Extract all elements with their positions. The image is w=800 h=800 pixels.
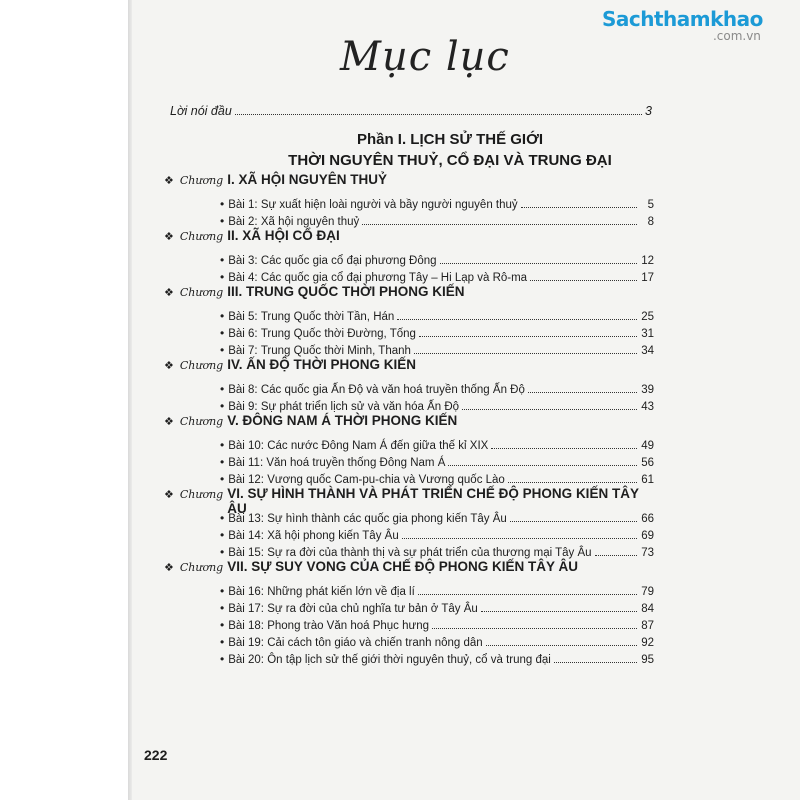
leader-dots xyxy=(235,113,642,115)
bullet-icon: • xyxy=(220,455,225,469)
leader-dots xyxy=(448,464,637,466)
lesson-page: 31 xyxy=(641,328,654,340)
lesson-title: Sự ra đời của chủ nghĩa tư bản ở Tây Âu xyxy=(267,603,478,615)
leader-dots xyxy=(521,206,637,208)
lesson-entry[interactable] xyxy=(220,379,654,396)
bullet-icon: • xyxy=(220,343,225,357)
lesson-title: Những phát kiến lớn về địa lí xyxy=(267,586,415,598)
lesson-label: Bài 15: xyxy=(228,547,265,559)
chapter-word: Chương xyxy=(179,230,224,243)
lesson-entry[interactable] xyxy=(220,649,654,666)
lesson-label: Bài 8: xyxy=(228,384,258,396)
chapter-heading[interactable] xyxy=(164,413,654,435)
lesson-entry[interactable] xyxy=(220,525,654,542)
preface-label: Lời nói đầu xyxy=(170,104,232,118)
watermark-logo xyxy=(602,8,763,42)
leader-dots xyxy=(397,318,637,320)
diamond-bullet-icon: ❖ xyxy=(164,489,174,501)
watermark-main: Sachthamkhao xyxy=(602,7,763,31)
lesson-entry[interactable] xyxy=(220,615,654,632)
bullet-icon: • xyxy=(220,601,225,615)
chapter-word: Chương xyxy=(179,174,224,187)
leader-dots xyxy=(508,481,637,483)
diamond-bullet-icon: ❖ xyxy=(164,360,174,372)
lesson-label: Bài 14: xyxy=(228,530,265,542)
bullet-icon: • xyxy=(220,618,225,632)
watermark-sub: .com.vn xyxy=(712,29,761,43)
lesson-entry[interactable] xyxy=(220,581,654,598)
lesson-label: Bài 13: xyxy=(228,513,265,525)
lesson-label: Bài 2: xyxy=(228,216,258,228)
chapter-title: I. XÃ HỘI NGUYÊN THUỶ xyxy=(227,172,387,187)
chapter-heading[interactable] xyxy=(164,357,654,379)
toc-heading: Mục lục xyxy=(340,34,510,80)
lesson-label: Bài 9: xyxy=(228,401,258,413)
chapter-title: IV. ẤN ĐỘ THỜI PHONG KIẾN xyxy=(227,357,417,372)
bullet-icon: • xyxy=(220,438,225,452)
lesson-page: 73 xyxy=(641,547,654,559)
lesson-label: Bài 17: xyxy=(228,603,265,615)
part-title: Phần I. LỊCH SỬ THẾ GIỚI xyxy=(356,131,544,148)
bullet-icon: • xyxy=(220,652,225,666)
lesson-title: Các quốc gia cổ đại phương Tây – Hi Lạp và Rô-ma xyxy=(260,272,528,284)
lesson-title: Trung Quốc thời Tần, Hán xyxy=(260,311,395,323)
leader-dots xyxy=(440,262,637,264)
lesson-entry[interactable] xyxy=(220,435,654,452)
lesson-label: Bài 20: xyxy=(228,654,265,666)
preface-entry[interactable] xyxy=(170,104,652,118)
chapter-heading[interactable] xyxy=(164,486,654,516)
diamond-bullet-icon: ❖ xyxy=(164,175,174,187)
lesson-title: Các nước Đông Nam Á đến giữa thế kỉ XIX xyxy=(267,440,489,452)
lesson-page: 43 xyxy=(641,401,654,413)
leader-dots xyxy=(510,520,637,522)
lesson-label: Bài 5: xyxy=(228,311,258,323)
leader-dots xyxy=(528,391,637,393)
lesson-entry[interactable] xyxy=(220,323,654,340)
lesson-title: Trung Quốc thời Minh, Thanh xyxy=(260,345,411,357)
chapter-heading[interactable] xyxy=(164,228,654,250)
lesson-entry[interactable] xyxy=(220,542,654,559)
lesson-label: Bài 3: xyxy=(228,255,258,267)
bullet-icon: • xyxy=(220,309,225,323)
chapter-heading[interactable] xyxy=(164,172,654,194)
lesson-title: Các quốc gia cổ đại phương Đông xyxy=(260,255,437,267)
leader-dots xyxy=(419,335,637,337)
leader-dots xyxy=(481,610,637,612)
lesson-entry[interactable] xyxy=(220,267,654,284)
diamond-bullet-icon: ❖ xyxy=(164,562,174,574)
lesson-entry[interactable] xyxy=(220,452,654,469)
bullet-icon: • xyxy=(220,472,225,486)
lesson-entry[interactable] xyxy=(220,396,654,413)
bullet-icon: • xyxy=(220,584,225,598)
lesson-page: 56 xyxy=(641,457,654,469)
lesson-entry[interactable] xyxy=(220,469,654,486)
chapter-title: V. ĐÔNG NAM Á THỜI PHONG KIẾN xyxy=(227,413,458,428)
lesson-title: Sự xuất hiện loài người và bầy người nguyên thuỷ xyxy=(260,199,518,211)
lesson-page: 34 xyxy=(641,345,654,357)
bullet-icon: • xyxy=(220,270,225,284)
lesson-label: Bài 18: xyxy=(228,620,265,632)
lesson-label: Bài 11: xyxy=(228,457,264,469)
diamond-bullet-icon: ❖ xyxy=(164,287,174,299)
lesson-page: 5 xyxy=(647,199,654,211)
bullet-icon: • xyxy=(220,545,225,559)
leader-dots xyxy=(418,593,637,595)
lesson-page: 49 xyxy=(641,440,654,452)
lesson-page: 92 xyxy=(641,637,654,649)
lesson-title: Xã hội phong kiến Tây Âu xyxy=(267,530,399,542)
lesson-title: Trung Quốc thời Đường, Tống xyxy=(260,328,416,340)
leader-dots xyxy=(491,447,637,449)
lesson-entry[interactable] xyxy=(220,306,654,323)
lesson-label: Bài 19: xyxy=(228,637,265,649)
lesson-title: Vương quốc Cam-pu-chia và Vương quốc Lào xyxy=(267,474,505,486)
leader-dots xyxy=(402,537,637,539)
chapter-heading[interactable] xyxy=(164,559,654,581)
bullet-icon: • xyxy=(220,528,225,542)
chapter-title: VII. SỰ SUY VONG CỦA CHẾ ĐỘ PHONG KIẾN TÂY ÂU xyxy=(227,559,578,574)
chapter-title: III. TRUNG QUỐC THỜI PHONG KIẾN xyxy=(227,284,465,299)
lesson-entry[interactable] xyxy=(220,598,654,615)
bullet-icon: • xyxy=(220,511,225,525)
table-of-contents xyxy=(164,172,654,666)
bullet-icon: • xyxy=(220,382,225,396)
lesson-label: Bài 10: xyxy=(228,440,265,452)
lesson-label: Bài 4: xyxy=(228,272,258,284)
lesson-title: Văn hoá truyền thống Đông Nam Á xyxy=(266,457,446,469)
lesson-entry[interactable] xyxy=(220,211,654,228)
leader-dots xyxy=(414,352,637,354)
leader-dots xyxy=(432,627,637,629)
lesson-page: 84 xyxy=(641,603,654,615)
lesson-page: 17 xyxy=(641,272,654,284)
lesson-title: Sự phát triển lịch sử và văn hóa Ấn Độ xyxy=(260,401,460,413)
lesson-page: 61 xyxy=(641,474,654,486)
lesson-page: 87 xyxy=(641,620,654,632)
lesson-entry[interactable] xyxy=(220,194,654,211)
bullet-icon: • xyxy=(220,399,225,413)
lesson-label: Bài 6: xyxy=(228,328,258,340)
bullet-icon: • xyxy=(220,326,225,340)
lesson-label: Bài 12: xyxy=(228,474,265,486)
bullet-icon: • xyxy=(220,635,225,649)
lesson-page: 95 xyxy=(641,654,654,666)
lesson-title: Xã hội nguyên thuỷ xyxy=(260,216,360,228)
lesson-title: Sự ra đời của thành thị và sự phát triển của thương mại Tây Âu xyxy=(267,547,592,559)
chapter-word: Chương xyxy=(179,286,224,299)
chapter-word: Chương xyxy=(179,415,224,428)
chapter-heading[interactable] xyxy=(164,284,654,306)
leader-dots xyxy=(486,644,637,646)
chapter-title: VI. SỰ HÌNH THÀNH VÀ PHÁT TRIỂN CHẾ ĐỘ PHONG KIẾN TÂY ÂU xyxy=(227,486,639,516)
lesson-title: Các quốc gia Ấn Độ và văn hoá truyền thống Ấn Độ xyxy=(260,384,525,396)
lesson-page: 39 xyxy=(641,384,654,396)
lesson-page: 79 xyxy=(641,586,654,598)
leader-dots xyxy=(462,408,637,410)
leader-dots xyxy=(362,223,637,225)
chapter-word: Chương xyxy=(179,561,224,574)
diamond-bullet-icon: ❖ xyxy=(164,231,174,243)
lesson-page: 66 xyxy=(641,513,654,525)
lesson-page: 8 xyxy=(647,216,654,228)
bullet-icon: • xyxy=(220,214,225,228)
lesson-page: 69 xyxy=(641,530,654,542)
lesson-label: Bài 16: xyxy=(228,586,265,598)
preface-page: 3 xyxy=(645,104,652,118)
lesson-page: 12 xyxy=(641,255,654,267)
page-number: 222 xyxy=(144,747,168,763)
lesson-entry[interactable] xyxy=(220,250,654,267)
lesson-entry[interactable] xyxy=(220,632,654,649)
lesson-title: Cải cách tôn giáo và chiến tranh nông dân xyxy=(267,637,483,649)
chapter-title: II. XÃ HỘI CỔ ĐẠI xyxy=(227,228,340,243)
lesson-entry[interactable] xyxy=(220,340,654,357)
leader-dots xyxy=(530,279,637,281)
lesson-title: Phong trào Văn hoá Phục hưng xyxy=(267,620,430,632)
leader-dots xyxy=(595,554,637,556)
leader-dots xyxy=(554,661,637,663)
bullet-icon: • xyxy=(220,253,225,267)
part-subtitle: THỜI NGUYÊN THUỶ, CỔ ĐẠI VÀ TRUNG ĐẠI xyxy=(288,152,612,169)
lesson-page: 25 xyxy=(641,311,654,323)
lesson-label: Bài 1: xyxy=(228,199,258,211)
lesson-title: Ôn tập lịch sử thế giới thời nguyên thuỷ, cổ và trung đại xyxy=(267,654,551,666)
chapter-word: Chương xyxy=(179,488,224,501)
chapter-word: Chương xyxy=(179,359,224,372)
bullet-icon: • xyxy=(220,197,225,211)
lesson-label: Bài 7: xyxy=(228,345,258,357)
diamond-bullet-icon: ❖ xyxy=(164,416,174,428)
lesson-title: Sự hình thành các quốc gia phong kiến Tây Âu xyxy=(267,513,507,525)
